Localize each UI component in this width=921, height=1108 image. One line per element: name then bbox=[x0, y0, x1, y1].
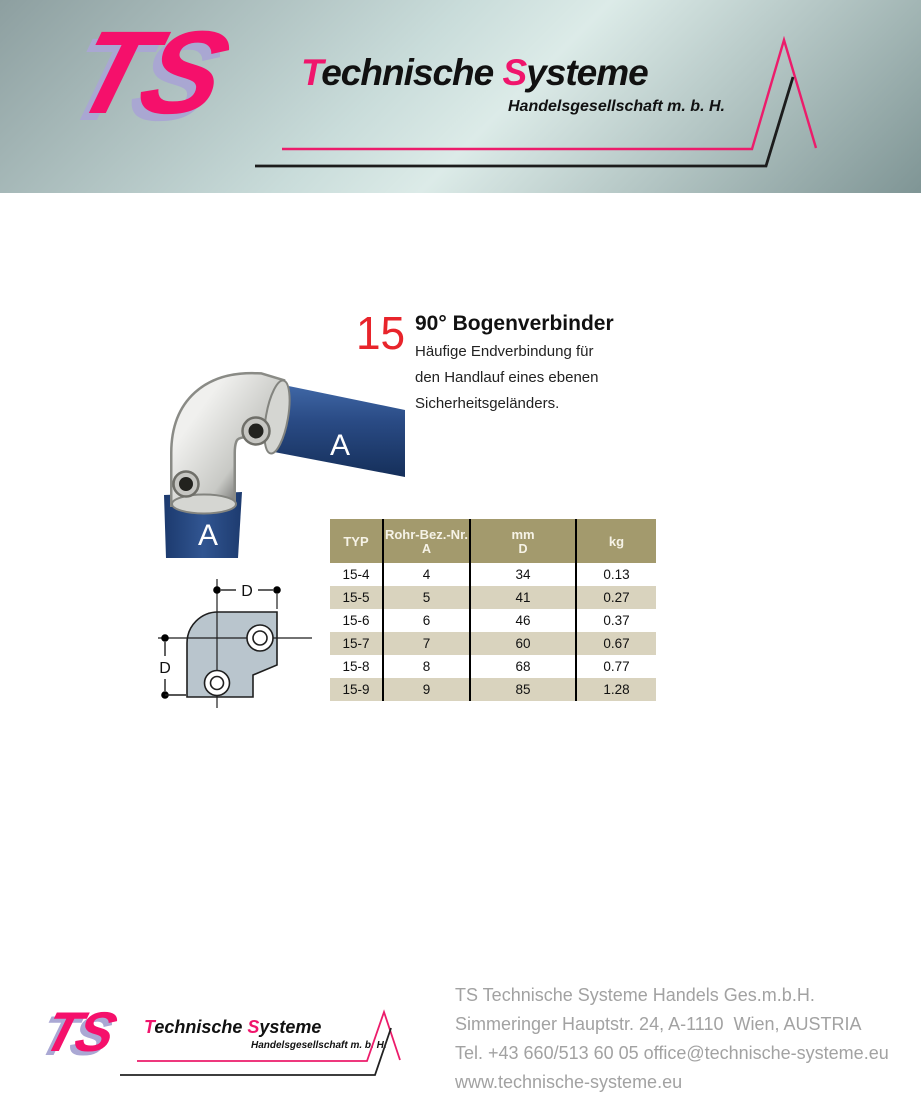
pipe-label-a-vertical: A bbox=[198, 519, 219, 552]
dim-dot bbox=[161, 634, 169, 642]
elbow-collar-bottom bbox=[172, 495, 236, 514]
col-header-rohr bbox=[383, 519, 470, 563]
contact-phone-email: Tel. +43 660/513 60 05 office@technische-systeme.eu bbox=[455, 1043, 889, 1063]
ts-logo: TS bbox=[59, 7, 237, 139]
cell-typ: 15-5 bbox=[342, 590, 370, 605]
dim-dot bbox=[273, 586, 281, 594]
technical-drawing bbox=[148, 563, 346, 721]
cell-d: 85 bbox=[470, 678, 576, 701]
product-description bbox=[415, 339, 599, 417]
magenta-peak-line bbox=[137, 1012, 400, 1061]
cell-d: 41 bbox=[470, 586, 576, 609]
contact-company: TS Technische Systeme Handels Ges.m.b.H. bbox=[455, 985, 815, 1005]
cell-a: 8 bbox=[383, 655, 470, 678]
cell-typ: 15-6 bbox=[342, 613, 370, 628]
brand-initial-t: T bbox=[301, 52, 322, 93]
cell-d: 68 bbox=[470, 655, 576, 678]
dim-label-d-left: D bbox=[159, 660, 171, 677]
col-header-mm-line1: mm bbox=[511, 527, 535, 542]
brand-text-2: ysteme bbox=[526, 52, 648, 93]
contact-website: www.technische-systeme.eu bbox=[455, 1072, 683, 1092]
cell-kg: 0.67 bbox=[576, 632, 656, 655]
col-header-typ: TYP bbox=[343, 533, 369, 549]
footer-ts-logo: TS bbox=[37, 1000, 121, 1063]
cell-d: 46 bbox=[470, 609, 576, 632]
footer-contact bbox=[455, 981, 889, 1097]
set-screw-upper-hole bbox=[249, 424, 264, 439]
header-banner bbox=[0, 0, 921, 193]
black-peak-line bbox=[255, 77, 793, 166]
screw-hole-inner bbox=[253, 631, 267, 645]
brand-subtitle: Handelsgesellschaft m. b. H. bbox=[508, 98, 725, 115]
footer-brand-text-1: echnische bbox=[154, 1017, 248, 1037]
table-row bbox=[330, 678, 656, 701]
cell-a: 7 bbox=[383, 632, 470, 655]
table-header-row bbox=[330, 519, 656, 563]
cell-kg: 0.77 bbox=[576, 655, 656, 678]
cell-kg: 0.13 bbox=[576, 563, 656, 586]
cell-typ: 15-8 bbox=[342, 659, 370, 674]
table-row bbox=[330, 632, 656, 655]
spec-table bbox=[330, 519, 656, 701]
brand-initial-s: S bbox=[502, 52, 527, 93]
col-header-mm-line2: D bbox=[518, 542, 528, 556]
col-header-rohr-line2: A bbox=[421, 542, 432, 556]
col-header-mm bbox=[470, 519, 576, 563]
cell-typ: 15-7 bbox=[342, 636, 370, 651]
col-header-rohr-line1: Rohr-Bez.-Nr. bbox=[384, 527, 469, 542]
table-row bbox=[330, 655, 656, 678]
description-line: Sicherheitsgeländers. bbox=[415, 395, 560, 412]
magenta-peak-line bbox=[282, 40, 816, 149]
table-row bbox=[330, 586, 656, 609]
cell-kg: 0.37 bbox=[576, 609, 656, 632]
footer-brand-initial-s: S bbox=[247, 1017, 260, 1037]
pipe-label-a-horizontal: A bbox=[330, 429, 351, 462]
col-header-kg: kg bbox=[576, 519, 656, 563]
contact-address: Simmeringer Hauptstr. 24, A-1110 Wien, AUSTRIA bbox=[455, 1014, 862, 1034]
cell-a: 5 bbox=[383, 586, 470, 609]
cell-kg: 0.27 bbox=[576, 586, 656, 609]
cell-typ: 15-9 bbox=[342, 682, 370, 697]
description-line: Häufige Endverbindung für bbox=[415, 343, 594, 360]
screw-hole-inner bbox=[211, 677, 224, 690]
set-screw-lower-hole bbox=[179, 477, 193, 491]
cell-kg: 1.28 bbox=[576, 678, 656, 701]
table-row bbox=[330, 609, 656, 632]
product-number: 15 bbox=[356, 307, 406, 359]
cell-typ: 15-4 bbox=[342, 567, 370, 582]
cell-a: 9 bbox=[383, 678, 470, 701]
footer-brand-initial-t: T bbox=[144, 1017, 155, 1037]
dim-dot bbox=[213, 586, 221, 594]
description-line: den Handlauf eines ebenen bbox=[415, 369, 599, 386]
brand-text-1: echnische bbox=[321, 52, 503, 93]
header-peak-lines bbox=[0, 0, 921, 193]
black-peak-line bbox=[120, 1028, 391, 1075]
cell-d: 60 bbox=[470, 632, 576, 655]
footer-peak-lines bbox=[0, 1000, 460, 1108]
cell-a: 6 bbox=[383, 609, 470, 632]
table-row bbox=[330, 563, 656, 586]
footer-brand-text-2: ysteme bbox=[259, 1017, 322, 1037]
footer-brand-subtitle: Handelsgesellschaft m. b. H. bbox=[251, 1040, 387, 1051]
cell-a: 4 bbox=[383, 563, 470, 586]
dim-label-d-top: D bbox=[241, 583, 253, 600]
cell-d: 34 bbox=[470, 563, 576, 586]
product-title: 90° Bogenverbinder bbox=[415, 312, 614, 335]
